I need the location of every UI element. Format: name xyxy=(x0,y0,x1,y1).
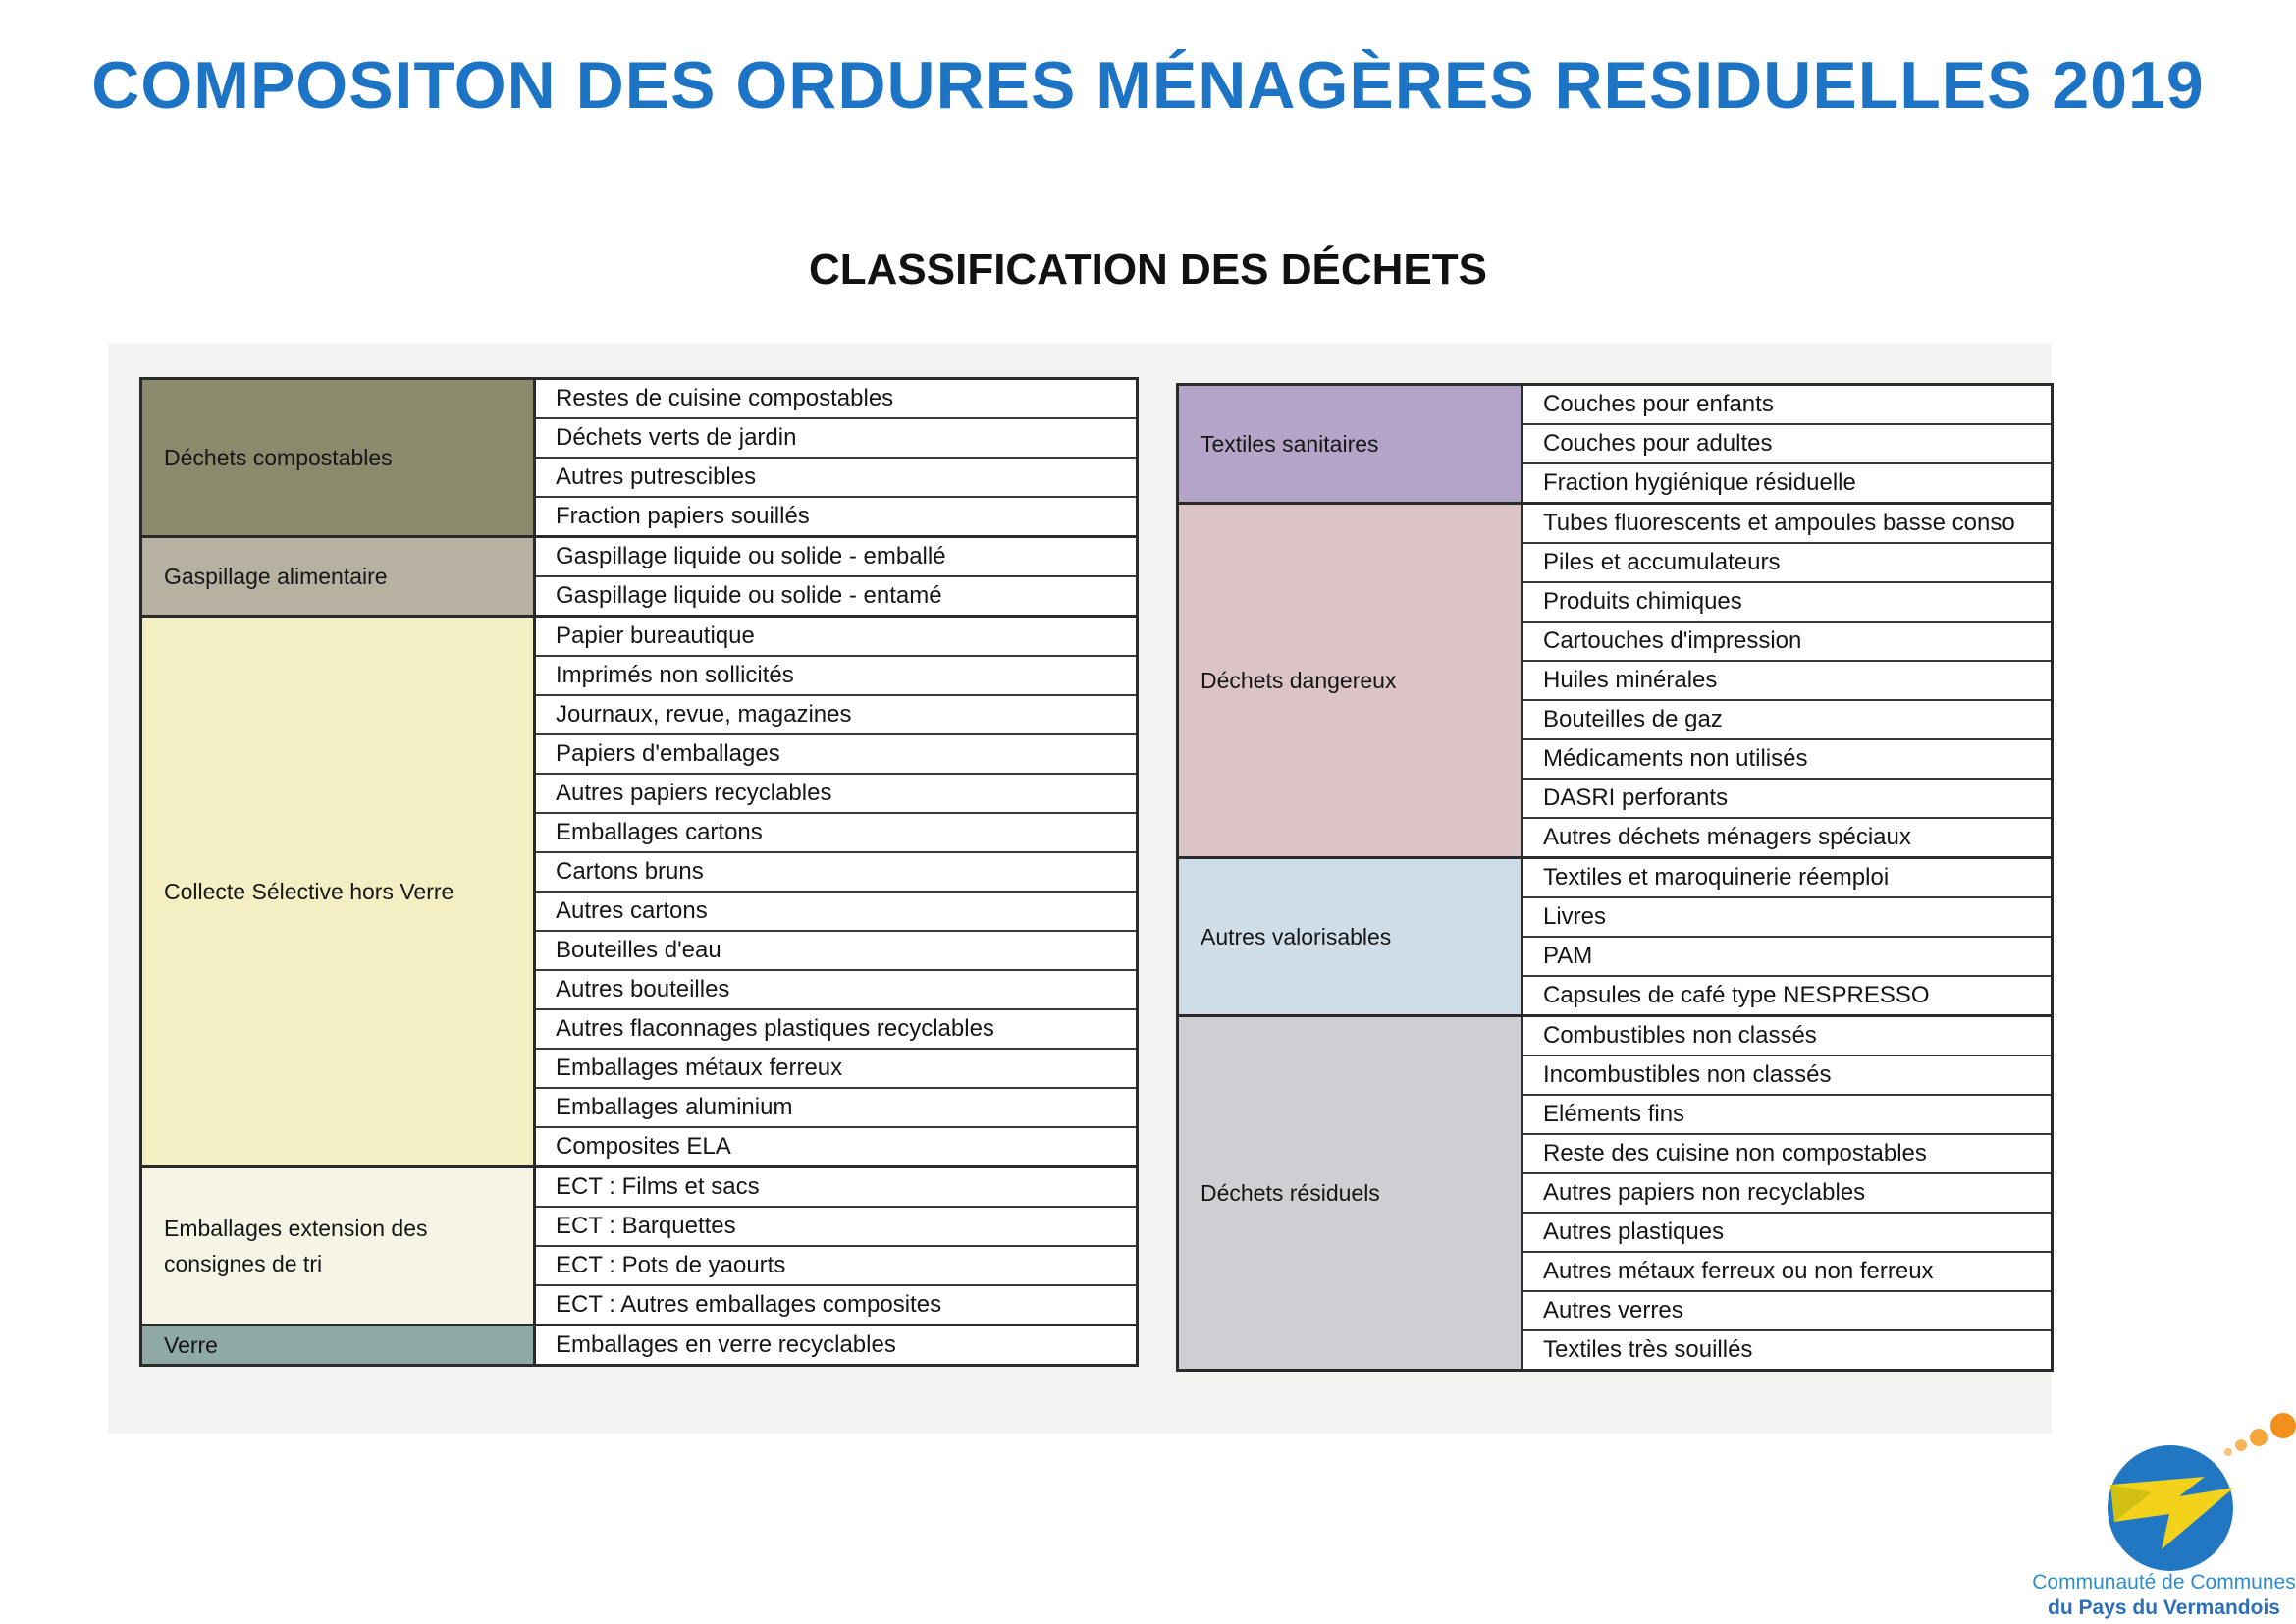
section-subtitle: CLASSIFICATION DES DÉCHETS xyxy=(808,245,1487,294)
category-cell: Autres valorisables xyxy=(1178,858,1522,1016)
item-cell: Papier bureautique xyxy=(535,617,1138,657)
table-row xyxy=(141,1167,1138,1208)
item-cell: Textiles très souillés xyxy=(1522,1330,2053,1371)
item-cell: Fraction papiers souillés xyxy=(535,497,1138,537)
item-cell: ECT : Pots de yaourts xyxy=(535,1246,1138,1285)
item-cell: ECT : Films et sacs xyxy=(535,1167,1138,1208)
item-cell: Restes de cuisine compostables xyxy=(535,379,1138,419)
item-cell: Cartons bruns xyxy=(535,852,1138,892)
category-cell: Déchets résiduels xyxy=(1178,1016,1522,1371)
item-cell: Emballages aluminium xyxy=(535,1088,1138,1127)
item-cell: Bouteilles de gaz xyxy=(1522,700,2053,739)
item-cell: Huiles minérales xyxy=(1522,661,2053,700)
item-cell: Emballages en verre recyclables xyxy=(535,1326,1138,1366)
item-cell: Incombustibles non classés xyxy=(1522,1056,2053,1095)
item-cell: Déchets verts de jardin xyxy=(535,418,1138,458)
item-cell: Emballages cartons xyxy=(535,813,1138,852)
category-cell: Déchets dangereux xyxy=(1178,504,1522,858)
item-cell: Reste des cuisine non compostables xyxy=(1522,1134,2053,1173)
item-cell: Autres papiers non recyclables xyxy=(1522,1173,2053,1213)
item-cell: Autres papiers recyclables xyxy=(535,774,1138,813)
item-cell: Autres déchets ménagers spéciaux xyxy=(1522,818,2053,858)
item-cell: Imprimés non sollicités xyxy=(535,656,1138,695)
item-cell: Papiers d'emballages xyxy=(535,734,1138,774)
logo-text-line2: du Pays du Vermandois xyxy=(2048,1597,2280,1619)
item-cell: Autres flaconnages plastiques recyclables xyxy=(535,1009,1138,1049)
item-cell: PAM xyxy=(1522,937,2053,976)
category-cell: Collecte Sélective hors Verre xyxy=(141,617,535,1167)
table-row xyxy=(1178,1016,2053,1056)
item-cell: Capsules de café type NESPRESSO xyxy=(1522,976,2053,1016)
table-row xyxy=(141,1326,1138,1366)
category-cell: Déchets compostables xyxy=(141,379,535,537)
item-cell: Autres bouteilles xyxy=(535,970,1138,1009)
table-row xyxy=(141,617,1138,657)
item-cell: ECT : Barquettes xyxy=(535,1207,1138,1246)
item-cell: Médicaments non utilisés xyxy=(1522,739,2053,779)
category-cell: Gaspillage alimentaire xyxy=(141,537,535,617)
item-cell: Gaspillage liquide ou solide - entamé xyxy=(535,576,1138,617)
item-cell: Composites ELA xyxy=(535,1127,1138,1167)
item-cell: Combustibles non classés xyxy=(1522,1016,2053,1056)
item-cell: Livres xyxy=(1522,897,2053,937)
classification-table-left xyxy=(139,377,1139,1367)
item-cell: DASRI perforants xyxy=(1522,779,2053,818)
table-row xyxy=(1178,504,2053,544)
item-cell: Gaspillage liquide ou solide - emballé xyxy=(535,537,1138,577)
category-cell: Verre xyxy=(141,1326,535,1366)
organization-logo xyxy=(2032,1394,2296,1624)
item-cell: Bouteilles d'eau xyxy=(535,931,1138,970)
item-cell: Produits chimiques xyxy=(1522,582,2053,622)
item-cell: Autres plastiques xyxy=(1522,1213,2053,1252)
item-cell: Journaux, revue, magazines xyxy=(535,695,1138,734)
item-cell: Autres métaux ferreux ou non ferreux xyxy=(1522,1252,2053,1291)
item-cell: Autres verres xyxy=(1522,1291,2053,1330)
item-cell: Couches pour enfants xyxy=(1522,385,2053,425)
item-cell: Autres putrescibles xyxy=(535,458,1138,497)
item-cell: Eléments fins xyxy=(1522,1095,2053,1134)
item-cell: Autres cartons xyxy=(535,892,1138,931)
logo-emblem-icon xyxy=(2032,1394,2296,1571)
item-cell: Couches pour adultes xyxy=(1522,424,2053,463)
item-cell: Tubes fluorescents et ampoules basse conso xyxy=(1522,504,2053,544)
item-cell: Emballages métaux ferreux xyxy=(535,1049,1138,1088)
item-cell: ECT : Autres emballages composites xyxy=(535,1285,1138,1326)
logo-text-line1: Communauté de Communes xyxy=(2032,1571,2296,1594)
page-title: COMPOSITON DES ORDURES MÉNAGÈRES RESIDUELLES 2019 xyxy=(91,48,2205,123)
category-cell: Emballages extension des consignes de tri xyxy=(141,1167,535,1326)
item-cell: Textiles et maroquinerie réemploi xyxy=(1522,858,2053,898)
table-row xyxy=(1178,858,2053,898)
table-row xyxy=(1178,385,2053,425)
table-row xyxy=(141,379,1138,419)
classification-table-right xyxy=(1176,383,2054,1372)
item-cell: Piles et accumulateurs xyxy=(1522,543,2053,582)
table-row xyxy=(141,537,1138,577)
category-cell: Textiles sanitaires xyxy=(1178,385,1522,504)
item-cell: Cartouches d'impression xyxy=(1522,622,2053,661)
item-cell: Fraction hygiénique résiduelle xyxy=(1522,463,2053,504)
